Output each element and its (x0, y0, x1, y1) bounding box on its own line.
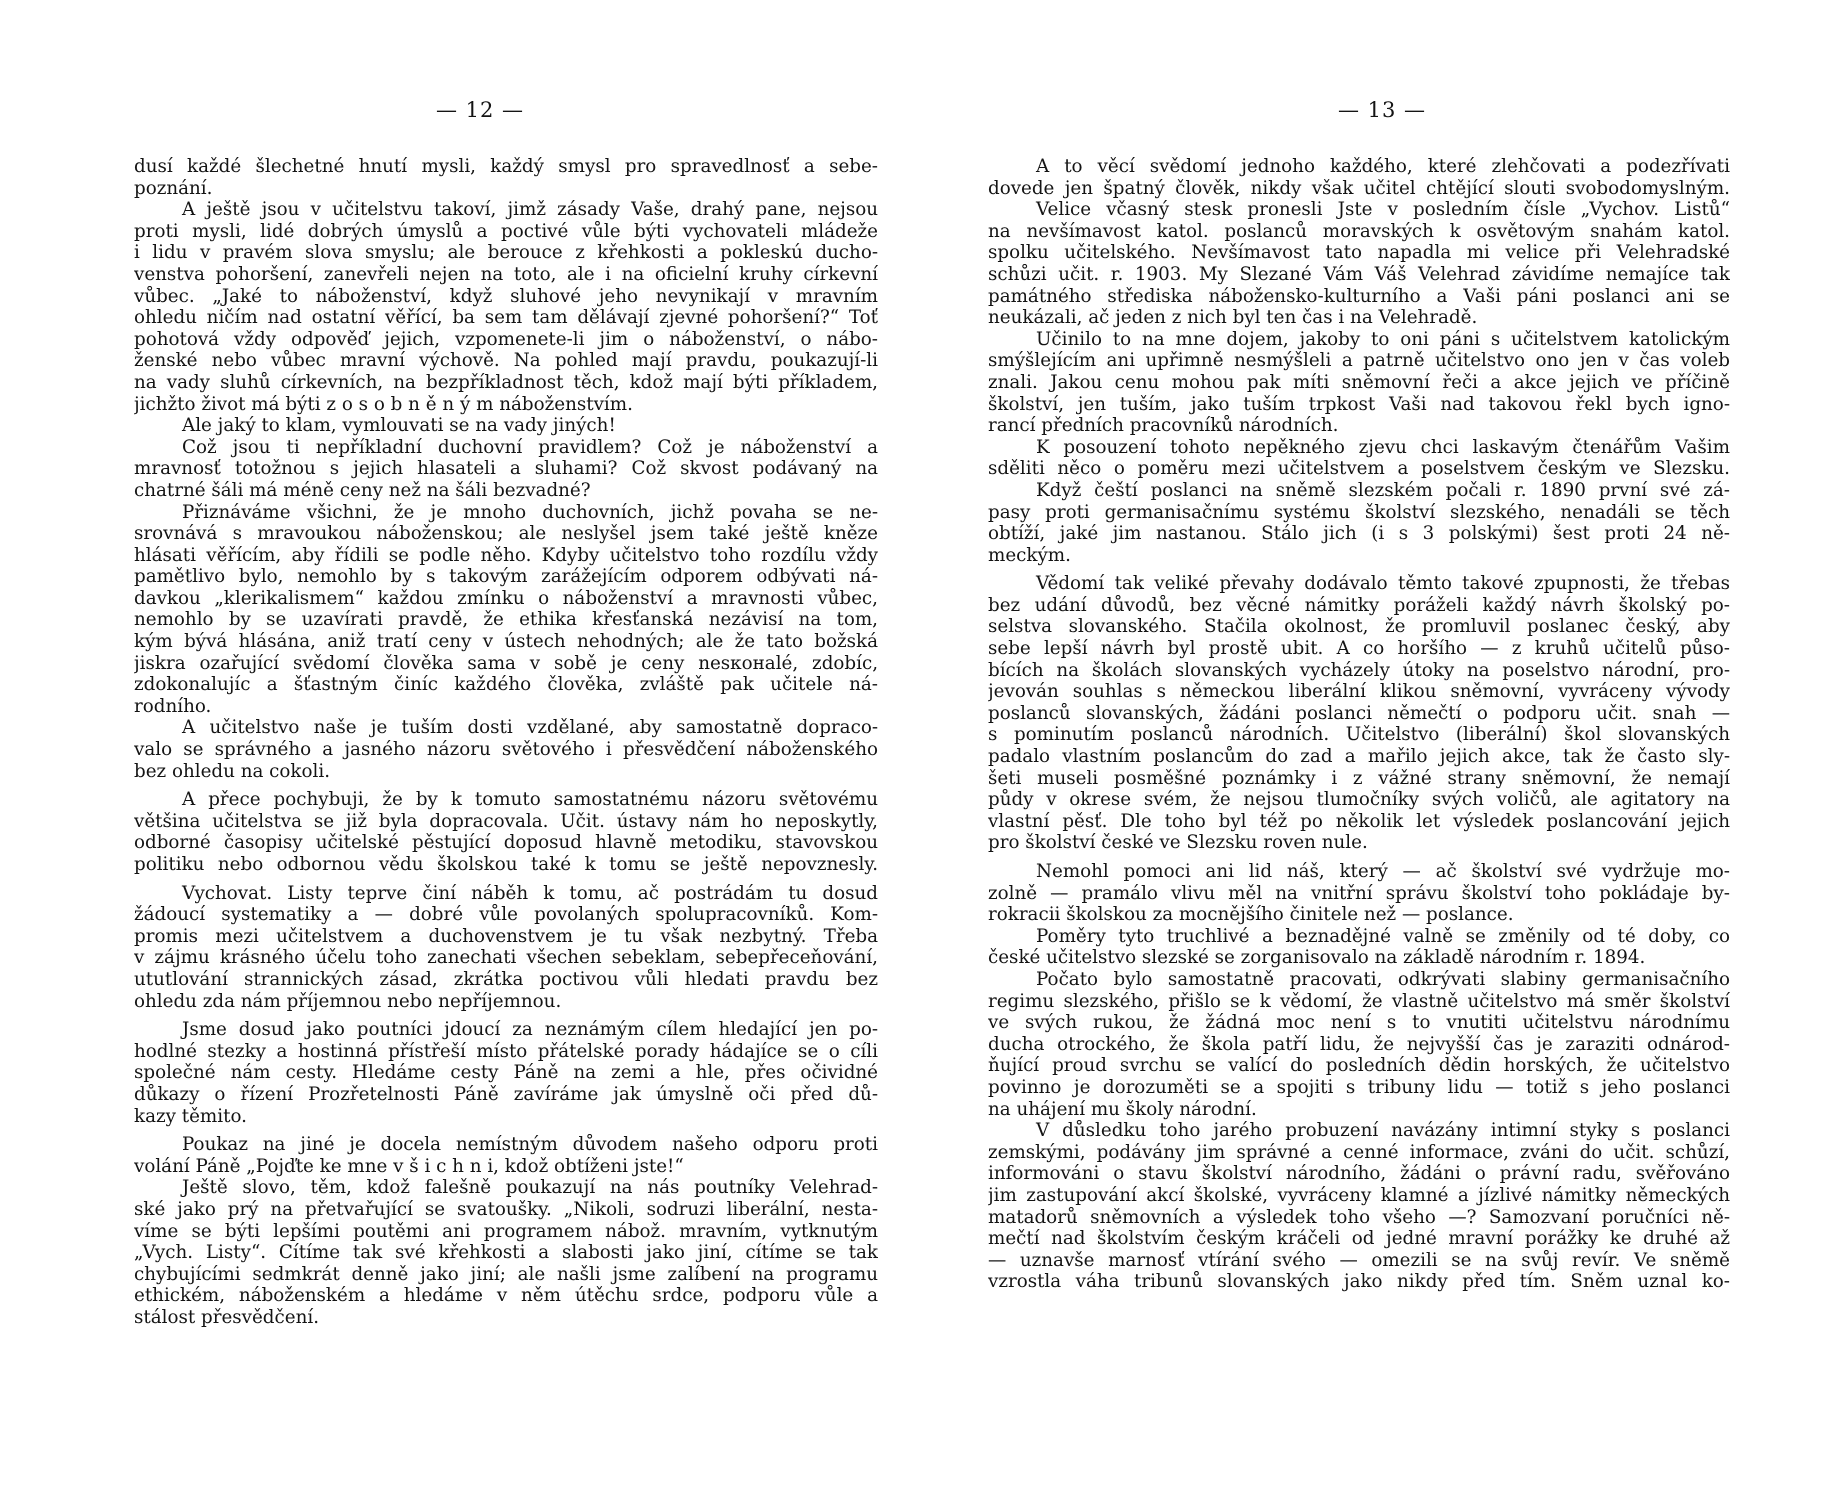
text-line: Ještě slovo, těm, kdož falešně poukazují na nás poutníky Velehrad- (182, 1177, 878, 1199)
text-line: památného střediska nábožensko-kulturního a Vaši páni poslanci ani se (988, 285, 1730, 307)
text-line: jichžto život má býti z o s o b n ě n ý m náboženstvím. (134, 393, 633, 415)
text-line: Vychovat. Listy teprve činí náběh k tomu, ač postrádám tu dosud (182, 882, 878, 904)
text-line: většina učitelstva se již byla dopracovala. Učit. ústavy nám ho neposkytly, (134, 810, 878, 832)
text-line: vlastní pěsť. Dle toho byl též po několik let výsledek poslancování jejich (988, 810, 1730, 832)
text-line: odborné časopisy učitelské pěstující doposud hlavně metodiku, stavovskou (134, 832, 878, 854)
text-line: promis mezi učitelstvem a duchovenstvem je tu však nezbytný. Třeba (134, 925, 878, 947)
text-line: na nevšímavost katol. poslanců moravských k osvětovým snahám katol. (988, 220, 1730, 242)
text-line: ženské nebo vůbec mravní výchově. Na pohled mají pravdu, poukazují-li (134, 350, 878, 372)
text-line: davkou „klerikalismem“ každou zmínku o náboženství a mravnosti vůbec, (134, 587, 878, 609)
page-number: — 13 — (1337, 98, 1427, 122)
page-number: — 12 — (435, 98, 525, 122)
text-line: ohledu zda nám příjemnou nebo nepříjemnou. (134, 990, 562, 1012)
text-line: — uznavše marnosť vtírání svého — omezili se na svůj revír. Ve sněmě (988, 1249, 1730, 1271)
text-line: nemohlo by se uzavírati pravdě, že ethika křesťanská nezávisí na tom, (134, 609, 878, 631)
text-line: chatrné šáli má méně ceny než na šáli bezvadné? (134, 479, 591, 501)
text-line: bících na školách slovanských vycházely útoky na poselstvo národní, pro- (988, 659, 1730, 681)
text-line: rodního. (134, 695, 212, 717)
text-line: ethickém, náboženském a hledáme v něm útěchu srdce, podporu vůle a (134, 1285, 878, 1307)
text-line: venstva pohoršení, zanevřeli nejen na toto, ale i na oficielní kruhy církevní (134, 263, 878, 285)
text-line: ňující proud svrchu se valící do posledních dědin horských, že učitelstvo (988, 1055, 1730, 1077)
text-line: neukázali, ač jeden z nich byl ten čas i na Velehradě. (988, 307, 1478, 329)
text-line: dovede jen špatný člověk, nikdy však učitel chtějící slouti svobodomyslným. (988, 177, 1730, 199)
text-line: zdokonalujíc a šťastným činíc každého člověka, zvláště pak učitele ná- (134, 674, 878, 696)
text-line: obtíží, jaké jim nastanou. Stálo jich (i s 3 polskými) šest proti 24 ně- (988, 523, 1730, 545)
text-line: rancí předních pracovníků národních. (988, 415, 1339, 437)
text-line: spolku učitelského. Nevšímavost tato napadla mi velice při Velehradské (988, 242, 1730, 264)
text-line: schůzi učit. r. 1903. My Slezané Vám Váš Velehrad závidíme nemajíce tak (988, 263, 1730, 285)
text-line: šeti museli posměšné poznámky i z vážné strany sněmovní, že nemají (988, 767, 1730, 789)
text-line: A to věcí svědomí jednoho každého, které zlehčovati a podezřívati (1036, 156, 1730, 177)
text-line: smýšlejícím ani upřimně nesmýšleli a patrně učitelstvo ono jen v čas voleb (988, 350, 1730, 372)
text-line: politiku nebo odbornou vědu školskou také k tomu se ještě nepovznesly. (134, 854, 878, 875)
text-line: vůbec. „Jaké to náboženství, když sluhové jeho nevynikají v mravním (134, 285, 878, 307)
text-line: půdy v okrese svém, že nejsou tlumočníky svých voličů, ale agitatory na (988, 789, 1730, 811)
text-line: žádoucí systematiky a — dobré vůle povolaných spolupracovníků. Kom- (134, 904, 878, 926)
text-line: jevován souhlas s německou liberální klikou sněmovní, vyvráceny vývody (988, 681, 1730, 703)
text-line: jim zastupování akcí školské, vyvráceny klamné a jízlivé námitky německých (988, 1184, 1730, 1206)
text-line: pasy proti germanisačnímu systému školství slezského, nenadáli se těch (988, 501, 1730, 523)
text-line: Vědomí tak veliké převahy dodávalo těmto takové zpupnosti, že třebas (1036, 573, 1730, 595)
text-line: víme se býti lepšími poutěmi ani programem nábož. mravním, vytknutým (134, 1220, 878, 1242)
text-line: i lidu v pravém slova smyslu; ale berouce z křehkosti a pokleskú ducho- (134, 242, 878, 264)
text-line: dusí každé šlechetné hnutí mysli, každý smysl pro spravedlnosť a sebe- (134, 156, 878, 177)
text-line: hlásati věřícím, aby řídili se podle něho. Kdyby učitelstvo toho rozdílu vždy (134, 544, 878, 566)
text-line: na uhájení mu školy národní. (988, 1098, 1257, 1120)
text-line: české učitelstvo slezské se zorganisovalo na základě národním r. 1894. (988, 947, 1646, 969)
right-page (922, 0, 1844, 1500)
text-line: Učinilo to na mne dojem, jakoby to oni páni s učitelstvem katolickým (1036, 328, 1730, 350)
text-line: hodlné stezky a hostinná přístřeší místo přátelské porady hádajíce se o cíli (134, 1040, 878, 1062)
text-line: Když čeští poslanci na sněmě slezském počali r. 1890 první své zá- (1036, 479, 1730, 501)
text-line: V důsledku toho jarého probuzení navázány intimní styky s poslanci (1036, 1120, 1730, 1142)
text-line: Velice včasný stesk pronesli Jste v posledním čísle „Vychov. Listů“ (1036, 199, 1730, 221)
text-line: „Vych. Listy“. Cítíme tak své křehkosti a slabosti jako jiní, cítíme se tak (134, 1242, 878, 1264)
text-line: valo se správného a jasného názoru světového i přesvědčení náboženského (134, 739, 878, 761)
text-line: stálost přesvědčení. (134, 1306, 319, 1328)
text-line: meckým. (988, 544, 1071, 566)
text-line: A učitelstvo naše je tuším dosti vzdělané, aby samostatně dopraco- (182, 717, 878, 739)
text-line: v zájmu krásného účelu toho zanechati všechen sebeklam, sebepřeceňování, (134, 947, 878, 969)
text-line: s pominutím poslanců národních. Učitelstvo (liberální) škol slovanských (988, 724, 1730, 746)
page-text (134, 156, 878, 1328)
text-line: mravnosť totožnou s jejich hlasateli a sluhami? Což skvost podávaný na (134, 458, 878, 480)
text-line: pamětlivo bylo, nemohlo by s takovým zarážejícím odporem odbývati ná- (134, 566, 878, 588)
text-line: volání Páně „Pojďte ke mne v š i c h n i, kdož obtíženi jste!“ (134, 1155, 684, 1177)
text-line: důkazy o řízení Prozřetelnosti Páně zavíráme jak úmyslně oči před dů- (134, 1083, 878, 1105)
text-line: zemskými, podávány jim správné a cenné informace, zváni do učit. schůzí, (988, 1141, 1730, 1163)
text-line: bez ohledu na cokoli. (134, 760, 331, 782)
text-line: ututlování strannických zásad, zkrátka poctivou vůli hledati pravdu bez (134, 968, 878, 990)
text-line: ducha otrockého, že škola patří lidu, že nejvyšší čas je zaraziti odnárod- (988, 1033, 1730, 1055)
text-line: na vady sluhů církevních, na bezpříkladnost těch, kdož mají býti příkladem, (134, 371, 878, 393)
text-line: bez udání důvodů, bez věcné námitky poráželi každý návrh školský po- (988, 594, 1730, 616)
text-line: kazy těmito. (134, 1105, 247, 1127)
text-line: padalo vlastním poslancům do zad a mařilo jejich akce, tak že často sly- (988, 746, 1730, 768)
text-line: matadorů sněmovních a výsledek toho všeho —? Samozvaní poručníci ně- (988, 1206, 1730, 1228)
text-line: školství, jen tuším, jako tuším trpkost Vaši nad takovou řekl bych igno- (988, 393, 1730, 415)
text-line: Nemohl pomoci ani lid náš, který — ač školství své vydržuje mo- (1036, 861, 1730, 882)
text-line: sebe lepší návrh byl prostě ubit. A co horšího — z kruhů učitelů půso- (988, 638, 1730, 660)
text-line: Ale jaký to klam, vymlouvati se na vady jiných! (182, 415, 616, 437)
text-line: vzrostla váha tribunů slovanských jako nikdy před tím. Sněm uznal ko- (988, 1271, 1730, 1293)
text-line: ohledu ničím nad ostatní věřící, ba sem tam dělávají zjevné pohoršení?“ Toť (134, 307, 878, 329)
text-line: povinno je dorozuměti se a spojiti s tribuny lidu — totiž s jeho poslanci (988, 1076, 1730, 1098)
text-line: proti mysli, lidé dobrých úmyslů a poctivé vůle býti vychovateli mládeže (134, 220, 878, 242)
text-line: Přiznáváme všichni, že je mnoho duchovních, jichž povaha se ne- (182, 501, 878, 523)
text-line: mečtí nad školstvím českým kráčeli od jedné mravní porážky ke druhé až (988, 1228, 1730, 1250)
text-line: A ještě jsou v učitelstvu takoví, jimž zásady Vaše, drahý pane, nejsou (182, 199, 878, 221)
text-line: Počato bylo samostatně pracovati, odkrývati slabiny germanisačního (1036, 968, 1730, 990)
text-line: Jsme dosud jako poutníci jdoucí za neznámým cílem hledající jen po- (182, 1019, 878, 1041)
text-line: zolně — pramálo vlivu měl na vnitřní správu školství toho pokládaje by- (988, 882, 1730, 904)
text-line: poznání. (134, 177, 213, 199)
page-text (988, 156, 1730, 1293)
text-line: ve svých rukou, že žádná moc není s to vnutiti učitelstvu národnímu (988, 1012, 1730, 1034)
text-line: Poměry tyto truchlivé a beznadějné valně se změnily od té doby, co (1036, 925, 1730, 947)
text-line: A přece pochybuji, že by k tomuto samostatnému názoru světovému (182, 789, 878, 811)
text-line: jiskra ozařující svědomí člověka sama v sobě je ceny nesконalé, zdobíc, (134, 652, 878, 674)
text-line: ské jako prý na přetvařující se svatoušky. „Nikoli, sodruzi liberální, nesta- (134, 1198, 878, 1220)
text-line: Což jsou ti nepříkladní duchovní pravidlem? Což je náboženství a (182, 436, 878, 458)
text-line: informováni o stavu školství národního, žádáni o právní radu, svěřováno (988, 1163, 1730, 1185)
text-line: selstva slovanského. Stačila okolnost, že promluvil poslanec český, aby (988, 616, 1730, 638)
text-line: poslanců slovanských, žádáni poslanci němečtí o podporu učit. snah — (988, 702, 1730, 724)
text-line: znali. Jakou cenu mohou pak míti sněmovní řeči a akce jejich ve příčině (988, 371, 1730, 393)
text-line: K posouzení tohoto nepěkného zjevu chci laskavým čtenářům Vašim (1036, 436, 1730, 458)
text-line: pohotová vždy odpověď jejich, vzpomenete-li jim o náboženství, o nábo- (134, 328, 878, 350)
text-line: kým bývá hlásána, aniž tratí ceny v ústech nehodných; ale že tato božská (134, 631, 878, 653)
text-line: srovnává s mravoukou náboženskou; ale neslyšel jsem také ještě kněze (134, 523, 878, 545)
text-line: chybujícími sedmkrát denně jako jiní; ale našli jsme zalíbení na programu (134, 1263, 878, 1285)
text-line: regimu slezského, přišlo se k vědomí, že vlastně učitelstvo má směr školství (988, 990, 1730, 1012)
text-line: Poukaz na jiné je docela nemístným důvodem našeho odporu proti (182, 1134, 878, 1156)
text-line: pro školství české ve Slezsku roven nule. (988, 832, 1368, 854)
text-line: rokracii školskou za mocnějšího činitele než — poslance. (988, 904, 1514, 926)
text-line: sděliti něco o poměru mezi učitelstvem a poselstvem českým ve Slezsku. (988, 458, 1730, 480)
text-line: společné nám cesty. Hledáme cesty Páně na zemi a hle, přes očividné (134, 1062, 878, 1084)
